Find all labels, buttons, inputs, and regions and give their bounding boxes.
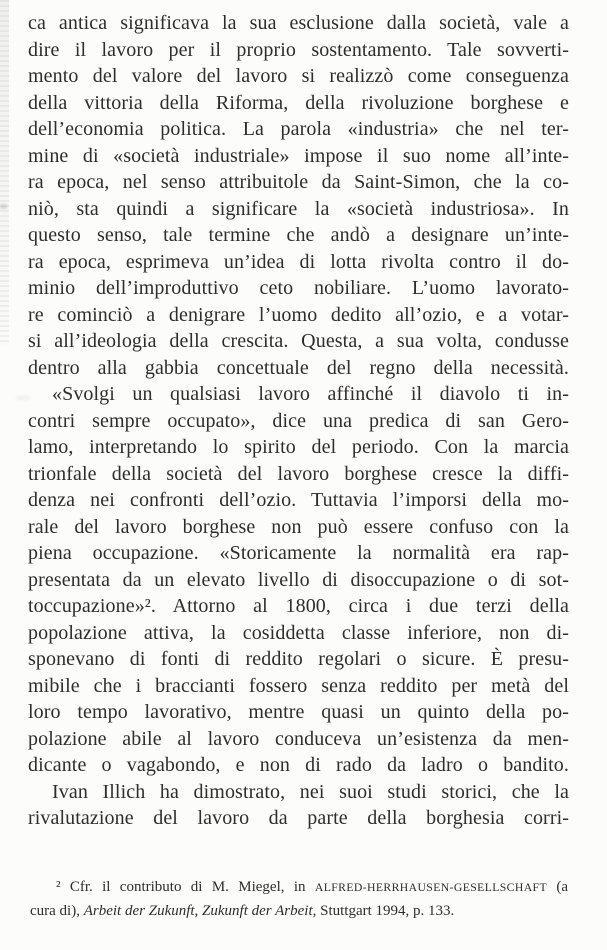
- footnote-book-title: Arbeit der Zukunft, Zukunft der Arbeit: [83, 902, 313, 919]
- text-line: questo senso, tale termine che andò a designare un’inte-: [28, 224, 569, 246]
- text-line: minio dell’improduttivo ceto nobiliare. L’uomo lavorato-: [28, 277, 569, 299]
- footnote-text: ² Cfr. il contributo di M. Miegel, in: [56, 879, 315, 895]
- text-line: loro tempo lavorativo, mentre quasi un quinto della po-: [28, 701, 569, 723]
- scan-edge-artifact: [0, 0, 9, 345]
- text-line: dentro alla gabbia concettuale del regno della necessità.: [28, 356, 569, 379]
- footnote-smallcaps-name: ALFRED-HERRHAUSEN-GESELLSCHAFT: [314, 881, 547, 894]
- text-line: ca antica significava la sua esclusione dalla società, vale a: [28, 12, 569, 34]
- text-line: dire il lavoro per il proprio sostentamento. Tale sovverti-: [28, 38, 569, 61]
- text-line: mine di «società industriale» impose il suo nome all’inte-: [28, 144, 569, 167]
- text-line: denza nei confronti dell’ozio. Tuttavia l’imporsi della mo-: [28, 489, 569, 511]
- footnote-text: cura di),: [30, 902, 84, 919]
- text-line: niò, sta quindi a significare la «società industriosa». In: [28, 197, 569, 220]
- text-line: sponevano di fonti di reddito regolari o sicure. È presu-: [28, 648, 569, 670]
- body-text: [28, 10, 569, 832]
- text-line: presentata da un elevato livello di disoccupazione o di sot-: [28, 568, 569, 591]
- text-line: mibile che i braccianti fossero senza reddito per metà del: [28, 674, 569, 697]
- footnote-line: [30, 900, 568, 923]
- footnote-line: [30, 876, 568, 900]
- text-line: piena occupazione. «Storicamente la normalità era rap-: [28, 542, 569, 564]
- text-line: ra epoca, nel senso attribuitole da Saint-Simon, che la co-: [28, 171, 569, 193]
- text-line: popolazione attiva, la cosiddetta classe inferiore, non di-: [28, 621, 569, 644]
- text-line: si all’ideologia della crescita. Questa, a sua volta, condusse: [28, 330, 569, 352]
- footnote-text: , Stuttgart 1994, p. 133.: [312, 902, 455, 919]
- footnote: [30, 876, 568, 922]
- text-line: «Svolgi un qualsiasi lavoro affinché il diavolo ti in-: [52, 383, 569, 405]
- text-line: Ivan Illich ha dimostrato, nei suoi studi storici, che la: [52, 780, 569, 803]
- text-line: mento del valore del lavoro si realizzò come conseguenza: [28, 65, 569, 87]
- text-line: della vittoria della Riforma, della rivoluzione borghese e: [28, 91, 569, 114]
- text-line: dell’economia politica. La parola «industria» che nel ter-: [28, 118, 569, 140]
- scan-smudge: [0, 204, 7, 209]
- text-line: re cominciò a denigrare l’uomo dedito all’ozio, e a votar-: [28, 303, 569, 326]
- text-line: rivalutazione del lavoro da parte della borghesia corri-: [28, 807, 569, 829]
- text-line: toccupazione»². Attorno al 1800, circa i due terzi della: [28, 595, 569, 617]
- text-line: rale del lavoro borghese non può essere confuso con la: [28, 515, 569, 538]
- footnote-text: (a: [546, 879, 568, 895]
- text-line: ra epoca, esprimeva un’idea di lotta rivolta contro il do-: [28, 250, 569, 273]
- text-line: dicante o vagabondo, e non di rado da ladro o bandito.: [28, 754, 569, 776]
- text-line: trionfale della società del lavoro borghese cresce la diffi-: [28, 462, 569, 485]
- text-line: contri sempre occupato», dice una predica di san Gero-: [28, 409, 569, 432]
- text-line: lamo, interpretando lo spirito del periodo. Con la marcia: [28, 436, 569, 458]
- text-line: polazione abile al lavoro conduceva un’esistenza da men-: [28, 727, 569, 750]
